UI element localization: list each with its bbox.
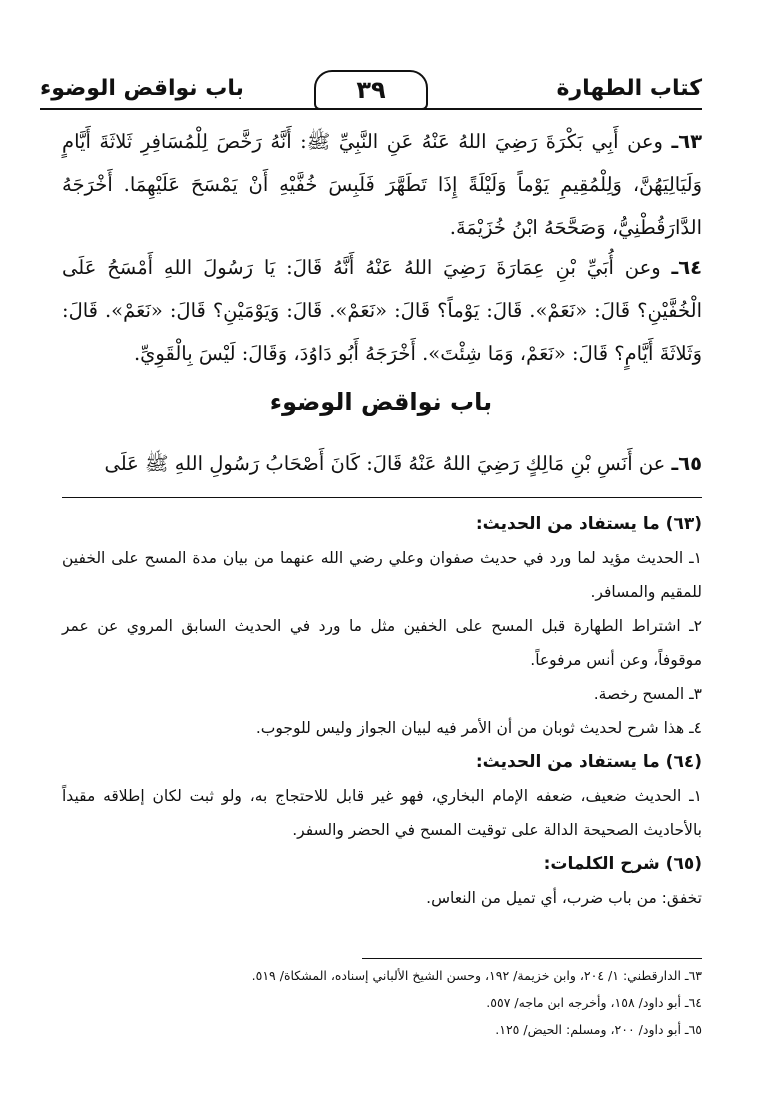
hadith-number: ٦٥ـ bbox=[671, 452, 702, 475]
footnote: ٦٣ـ الدارقطني: ١/ ٢٠٤، وابن خزيمة/ ١٩٢، وحسن الشيخ الألباني إسناده، المشكاة/ ٥١٩. bbox=[251, 968, 702, 983]
note-heading-64: (٦٤) ما يستفاد من الحديث: bbox=[475, 752, 702, 772]
book-title: كتاب الطهارة bbox=[556, 76, 702, 101]
note-item: ٤ـ هذا شرح لحديث ثوبان من أن الأمر فيه لبيان الجواز وليس للوجوب. bbox=[255, 719, 702, 737]
hadith-number: ٦٣ـ bbox=[671, 130, 702, 153]
hadith-number: ٦٤ـ bbox=[671, 256, 702, 279]
hadith-65 bbox=[62, 442, 702, 485]
hadith-text: عن أَنَسِ بْنِ مَالِكٍ رَضِيَ اللهُ عَنْهُ قَالَ: كَانَ أَصْحَابُ رَسُولِ اللهِ ﷺ عَلَى bbox=[104, 452, 666, 475]
note-heading-63: (٦٣) ما يستفاد من الحديث: bbox=[475, 514, 702, 534]
hadith-text: وعن أُبَيِّ بْنِ عِمَارَةَ رَضِيَ اللهُ عَنْهُ أَنَّهُ قَالَ: يَا رَسُولَ اللهِ أَمْسَحُ عَلَى الْخُفَّيْنِ؟ قَالَ: «نَعَمْ». قَالَ: يَوْماً؟ قَالَ: «نَعَمْ». قَالَ: وَيَوْمَيْنِ؟ قَالَ: «نَعَمْ». قَالَ: وَثَلاثَةَ أَيَّامٍ؟ قَالَ: «نَعَمْ، وَمَا شِئْتَ». أَخْرَجَهُ أَبُو دَاوُدَ، وَقَالَ: لَيْسَ بِالْقَوِيِّ. bbox=[62, 256, 702, 365]
note-item: ٢ـ اشتراط الطهارة قبل المسح على الخفين مثل ما ورد في الحديث السابق المروي عن عمر موقوفاً، وعن أنس مرفوعاً. bbox=[62, 617, 702, 669]
section-heading: باب نواقض الوضوء bbox=[269, 388, 493, 416]
footnote: ٦٥ـ أبو داود/ ٢٠٠، ومسلم: الحيض/ ١٢٥. bbox=[495, 1022, 702, 1037]
footnotes bbox=[62, 962, 702, 1043]
commentary-divider bbox=[62, 497, 702, 498]
commentary bbox=[62, 507, 702, 915]
page-header bbox=[40, 70, 702, 114]
note-item: تخفق: من باب ضرب، أي تميل من النعاس. bbox=[426, 889, 702, 907]
page-number: ٣٩ bbox=[314, 70, 428, 110]
footnote: ٦٤ـ أبو داود/ ١٥٨، وأخرجه ابن ماجه/ ٥٥٧. bbox=[486, 995, 702, 1010]
note-item: ١ـ الحديث مؤيد لما ورد في حديث صفوان وعلي رضي الله عنهما من بيان مدة المسح على الخفين للمقيم والمسافر. bbox=[62, 549, 702, 601]
hadith-63 bbox=[62, 120, 702, 249]
note-heading-65: (٦٥) شرح الكلمات: bbox=[543, 854, 702, 874]
note-item: ٣ـ المسح رخصة. bbox=[593, 685, 702, 703]
footnote-rule bbox=[362, 958, 702, 959]
chapter-title: باب نواقض الوضوء bbox=[40, 76, 244, 101]
header-rule bbox=[40, 108, 702, 110]
note-item: ١ـ الحديث ضعيف، ضعفه الإمام البخاري، فهو غير قابل للاحتجاج به، ولو ثبت لكان إطلاقه مقيداً بالأحاديث الصحيحة الدالة على توقيت المسح في الحضر والسفر. bbox=[62, 787, 702, 839]
hadith-64 bbox=[62, 246, 702, 375]
hadith-text: وعن أَبِي بَكْرَةَ رَضِيَ اللهُ عَنْهُ عَنِ النَّبِيِّ ﷺ: أَنَّهُ رَخَّصَ لِلْمُسَافِرِ ثَلاثَةَ أَيَّامٍ وَلَيَالِيَهُنَّ، وَلِلْمُقِيمِ يَوْماً وَلَيْلَةً إِذَا تَطَهَّرَ فَلَبِسَ خُفَّيْهِ أَنْ يَمْسَحَ عَلَيْهِمَا. أَخْرَجَهُ الدَّارَقُطْنِيُّ، وَصَحَّحَهُ ابْنُ خُزَيْمَةَ. bbox=[62, 130, 702, 239]
